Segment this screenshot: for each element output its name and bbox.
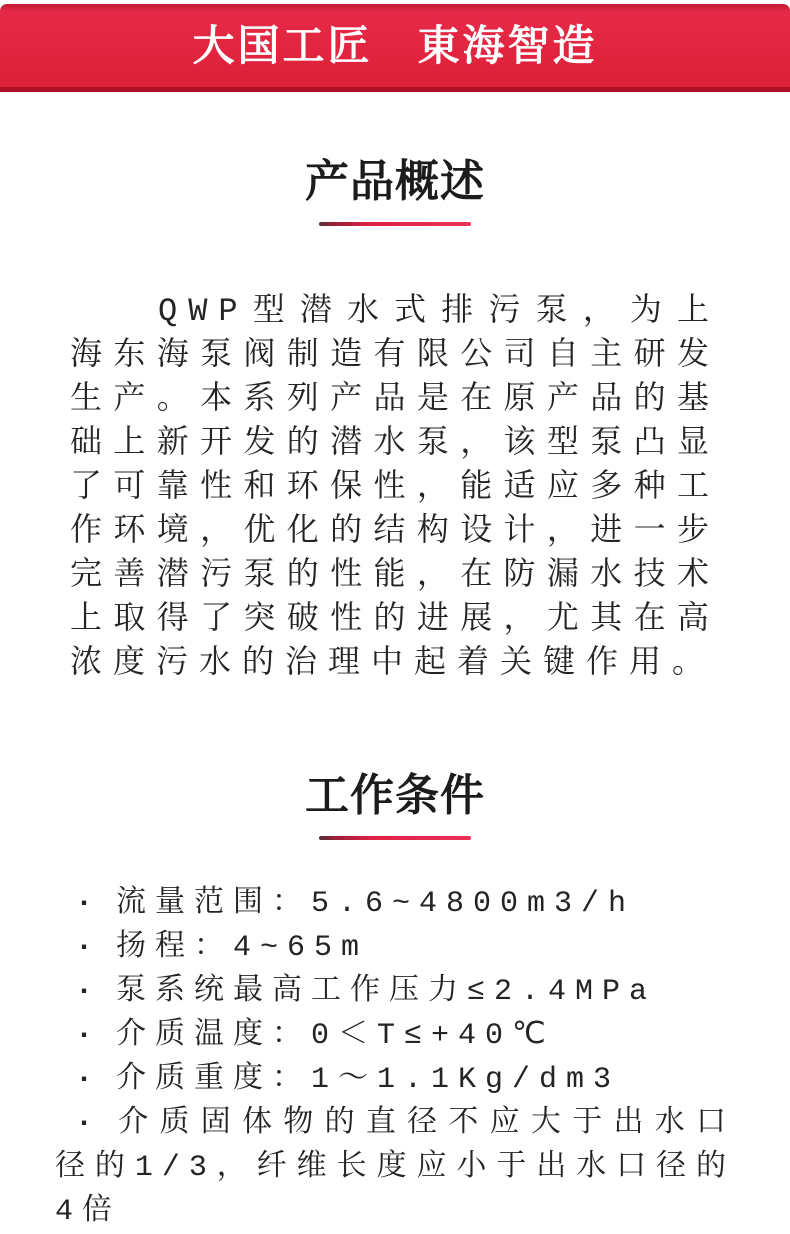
condition-item-flow-range <box>55 882 735 926</box>
bullet-dot: · <box>75 931 103 965</box>
title-underline <box>319 836 471 840</box>
bullet-dot: · <box>75 975 103 1009</box>
condition-text: 扬程：4~65m <box>116 931 369 965</box>
title-underline <box>319 222 471 226</box>
condition-item-max-pressure <box>55 970 735 1014</box>
condition-item-medium-density <box>55 1058 735 1102</box>
condition-item-medium-temperature <box>55 1014 735 1058</box>
condition-item-solids-size <box>55 1102 735 1234</box>
brand-banner <box>0 4 790 92</box>
condition-item-head <box>55 926 735 970</box>
overview-section-title: 产品概述 <box>305 157 485 206</box>
conditions-list <box>55 882 735 1234</box>
condition-text: 介质温度：0＜T≤+40℃ <box>116 1019 555 1053</box>
banner-title: 大国工匠 東海智造 <box>192 21 598 69</box>
condition-text: 泵系统最高工作压力≤2.4MPa <box>116 975 657 1009</box>
condition-text: 介质固体物的直径不应大于出水口径的1/3，纤维长度应小于出水口径的4倍 <box>55 1107 735 1229</box>
section-overview <box>0 158 790 686</box>
bullet-dot: · <box>75 1063 103 1097</box>
overview-paragraph: QWP型潜水式排污泵，为上海东海泵阀制造有限公司自主研发生产。本系列产品是在原产品的基础上新开发的潜水泵，该型泵凸显了可靠性和环保性，能适应多种工作环境，优化的结构设计，进一步完善潜污泵的性能，在防漏水技术上取得了突破性的进展，尤其在高浓度污水的治理中起着关键作用。 <box>70 293 720 682</box>
bullet-dot: · <box>75 1107 103 1141</box>
bullet-dot: · <box>75 1019 103 1053</box>
condition-text: 介质重度：1～1.1Kg/dm3 <box>116 1063 621 1097</box>
condition-text: 流量范围：5.6~4800m3/h <box>116 887 636 921</box>
section-working-conditions <box>0 772 790 1234</box>
working-conditions-section-title: 工作条件 <box>305 771 485 820</box>
bullet-dot: · <box>75 887 103 921</box>
